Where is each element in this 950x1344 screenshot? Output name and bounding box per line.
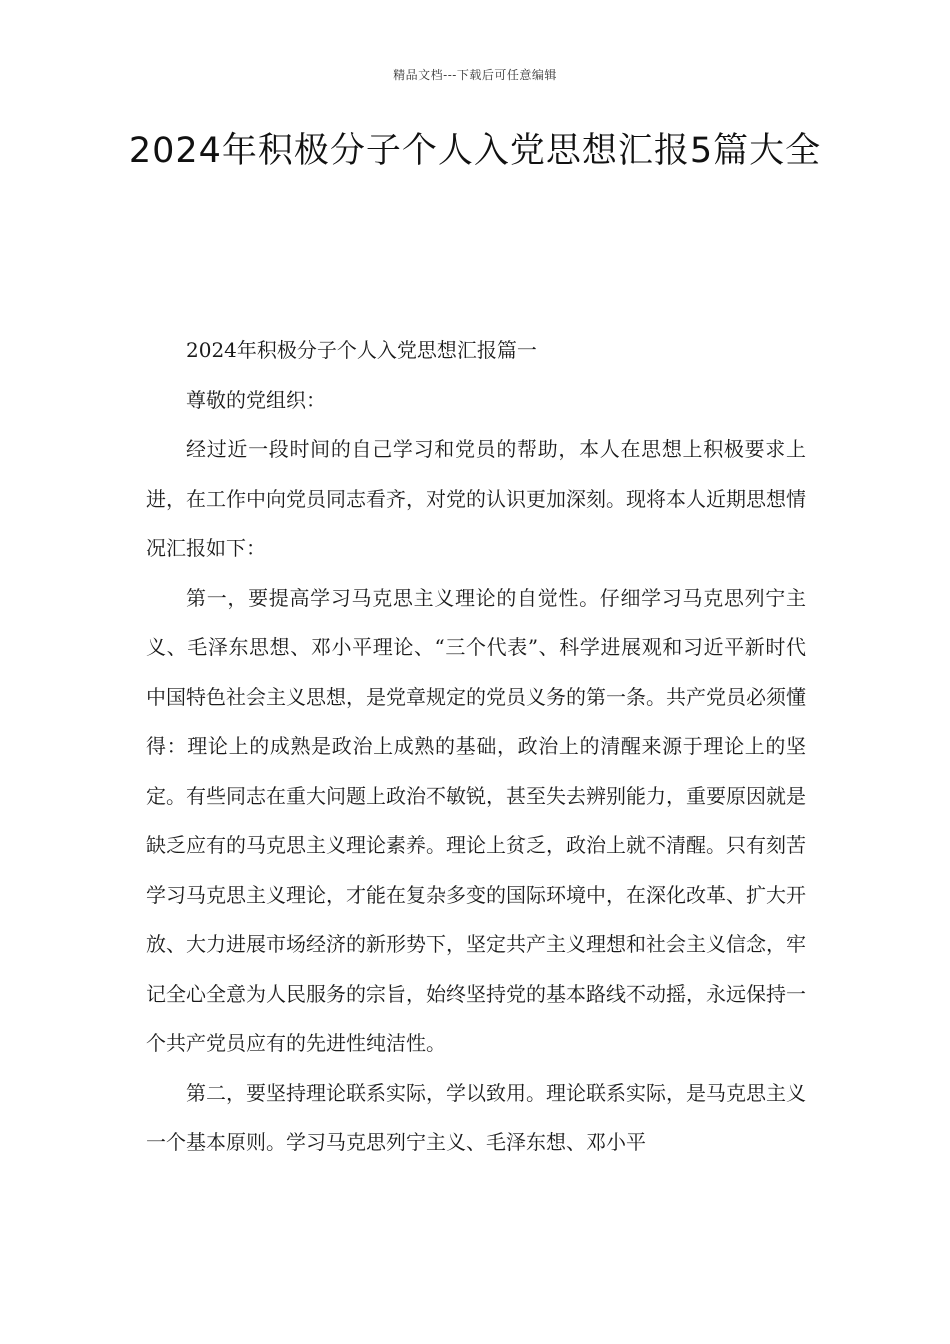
- section-heading: 2024年积极分子个人入党思想汇报篇一: [186, 338, 537, 362]
- header-note: 精品文档---下载后可任意编辑: [393, 68, 557, 82]
- salutation: 尊敬的党组织：: [186, 387, 326, 412]
- document-title: 2024年积极分子个人入党思想汇报5篇大全: [128, 131, 822, 171]
- paragraph: 经过近一段时间的自己学习和党员的帮助，本人在思想上积极要求上进，在工作中向党员同志看齐，对党的认识更加深刻。现将本人近期思想情况汇报如下：: [146, 437, 806, 560]
- paragraph: 第一，要提高学习马克思主义理论的自觉性。仔细学习马克思列宁主义、毛泽东思想、邓小平理论、“三个代表”、科学进展观和习近平新时代中国特色社会主义思想，是党章规定的党员义务的第一条。共产党员必须懂得：理论上的成熟是政治上成熟的基础，政治上的清醒来源于理论上的坚定。有些同志在重大问题上政治不敏锐，甚至失去辨别能力，重要原因就是缺乏应有的马克思主义理论素养。理论上贫乏，政治上就不清醒。只有刻苦学习马克思主义理论，才能在复杂多变的国际环境中，在深化改革、扩大开放、大力进展市场经济的新形势下，坚定共产主义理想和社会主义信念，牢记全心全意为人民服务的宗旨，始终坚持党的基本路线不动摇，永远保持一个共产党员应有的先进性纯洁性。: [146, 585, 806, 1055]
- document-body: [146, 326, 806, 1168]
- paragraph: 第二，要坚持理论联系实际，学以致用。理论联系实际，是马克思主义一个基本原则。学习马克思列宁主义、毛泽东想、邓小平: [146, 1080, 806, 1154]
